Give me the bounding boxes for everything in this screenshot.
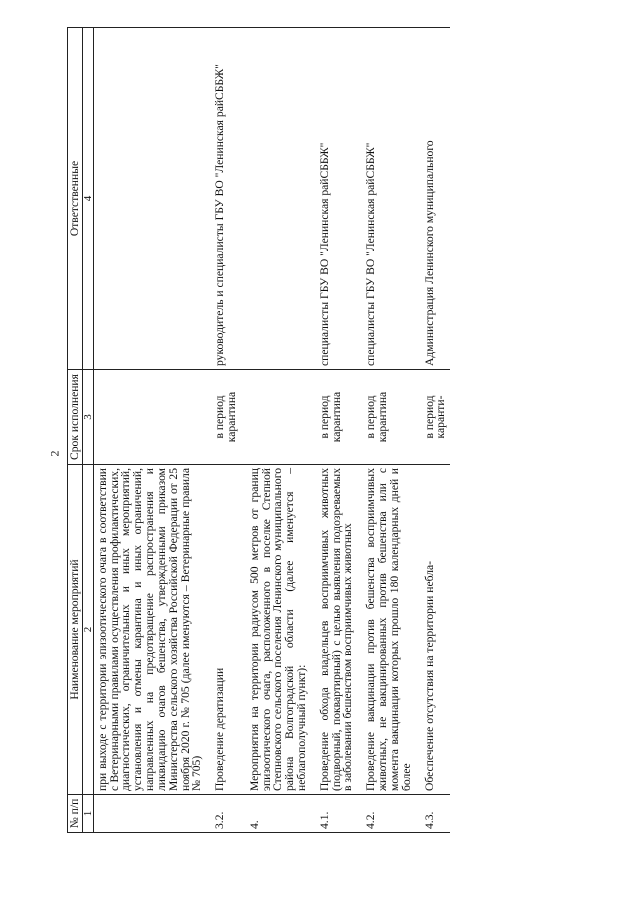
table-row: [311, 28, 357, 833]
row-term: в период карантина: [357, 370, 415, 465]
page-number: 2: [47, 450, 62, 457]
row-resp: специалисты ГБУ ВО "Ленинская райСББЖ": [311, 28, 357, 370]
measures-table: [67, 27, 450, 833]
row-num: 4.1.: [311, 795, 357, 833]
header-num: № п/п: [68, 795, 83, 833]
row-name: Мероприятия на территории радиусом 500 метров от границ эпизоотического очага, расположенного в поселке Степной Степновского сельского поселения Ленинского муниципального района Волгоградской области (далее именуется – неблагополучный пункт):: [241, 465, 311, 795]
row-resp: руководитель и специалисты ГБУ ВО "Ленинская райСББЖ": [206, 28, 241, 370]
column-number: 1: [82, 795, 93, 833]
row-num: 4.2.: [357, 795, 415, 833]
row-name: Проведение дератизации: [206, 465, 241, 795]
row-resp: [93, 28, 206, 370]
column-numbers-row: [82, 28, 93, 833]
row-term: в период карантина: [206, 370, 241, 465]
column-number: 4: [82, 28, 93, 370]
row-term: в период каранти-: [416, 370, 451, 465]
row-resp: Администрация Ленинского муниципального: [416, 28, 451, 370]
column-number: 3: [82, 370, 93, 465]
column-number: 2: [82, 465, 93, 795]
row-num: 4.: [241, 795, 311, 833]
row-resp: специалисты ГБУ ВО "Ленинская райСББЖ": [357, 28, 415, 370]
row-num: 4.3.: [416, 795, 451, 833]
table-row: [93, 28, 206, 833]
row-name: Обеспечение отсутствия на территории небла-: [416, 465, 451, 795]
row-name: Проведение вакцинации против бешенства восприимчивых животных, не вакцинированных против бешенства или с момента вакцинации которых прошло 180 календарных дней и более: [357, 465, 415, 795]
table-row: [206, 28, 241, 833]
row-term: [93, 370, 206, 465]
table-row: [416, 28, 451, 833]
row-name: при выходе с территории эпизоотического очага в соответствии с Ветеринарными правилами осуществления профилактических, диагностических, ограничительных и иных мероприятий, установления и отмены карантина и иных ограничений, направленных на предотвращение распространения и ликвидацию очагов бешенства, утвержденными приказом Министерства сельского хозяйства Российской Федерации от 25 ноября 2020 г. № 705 (далее именуются – Ветеринарные правила № 705): [93, 465, 206, 795]
row-term: [241, 370, 311, 465]
header-resp: Ответственные: [68, 28, 83, 370]
table-row: [357, 28, 415, 833]
row-resp: [241, 28, 311, 370]
header-name: Наименование мероприятий: [68, 465, 83, 795]
row-name: Проведение обхода владельцев восприимчивых животных (подворный, поквартирный) с целью выявления подозреваемых в заболевании бешенством восприимчивых животных: [311, 465, 357, 795]
row-num: 3.2.: [206, 795, 241, 833]
header-term: Срок исполнения: [68, 370, 83, 465]
rotated-page: [51, 0, 640, 855]
row-term: в период карантина: [311, 370, 357, 465]
row-num: [93, 795, 206, 833]
table-row: [241, 28, 311, 833]
table-header-row: [68, 28, 83, 833]
